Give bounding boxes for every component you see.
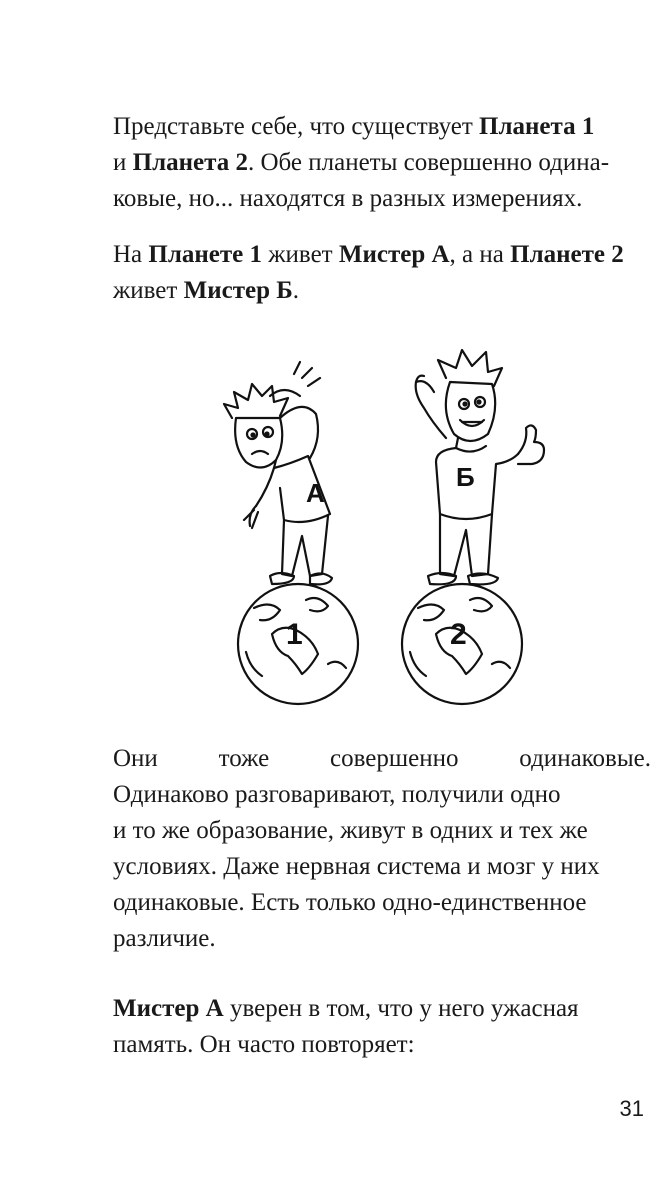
paragraph-1-line-1 — [113, 109, 651, 145]
paragraph-3-line: и то же образование, живут в одних и тех же — [113, 817, 588, 844]
page-number: 31 — [619, 1096, 644, 1121]
bold-text: Планета 1 — [479, 113, 595, 140]
bold-text: Мистер Б — [183, 277, 293, 304]
text: Представьте себе, что существует — [113, 113, 480, 140]
paragraph-3-line: одинаковые. Есть только одно-единственное — [113, 889, 587, 916]
text: живет — [113, 277, 184, 304]
illustration-two-men-on-planets — [210, 338, 550, 710]
bold-text: Мистер А — [113, 995, 224, 1022]
mister-a-figure — [224, 362, 332, 584]
bold-text: Планете 1 — [148, 241, 263, 268]
shirt-letter-b: Б — [456, 462, 475, 492]
text: уверен в том, что у него ужасная — [223, 995, 579, 1022]
text: . — [292, 277, 299, 304]
bold-text: Мистер А — [338, 241, 450, 268]
paragraph-4-line-1 — [113, 991, 651, 1027]
paragraph-3 — [113, 741, 651, 957]
text: живет — [262, 241, 339, 268]
bold-text: Планете 2 — [510, 241, 624, 268]
paragraph-4-line-2: память. Он часто повторяет: — [113, 1031, 415, 1058]
paragraph-3-line: условиях. Даже нервная система и мозг у них — [113, 853, 600, 880]
text: и — [113, 149, 133, 176]
mister-b-figure — [416, 350, 544, 584]
text: На — [113, 241, 149, 268]
paragraph-3-line: Одинаково разговаривают, получили одно — [113, 781, 561, 808]
paragraph-2-line-1 — [113, 237, 651, 273]
paragraph-1-line-3: ковые, но... находятся в разных измерениях. — [113, 185, 583, 212]
shirt-letter-a: А — [306, 478, 325, 508]
paragraph-3-line: различие. — [113, 925, 216, 952]
bold-text: Планета 2 — [132, 149, 248, 176]
paragraph-1-line-2 — [113, 145, 651, 181]
paragraph-2 — [113, 237, 651, 309]
planet-1-label: 1 — [286, 618, 303, 651]
paragraph-2-line-2 — [113, 273, 651, 309]
text: , а на — [449, 241, 511, 268]
paragraph-3-line: Они тоже совершенно одинаковые. — [113, 745, 651, 772]
paragraph-1 — [113, 109, 651, 217]
text: . Обе планеты совершенно одина- — [247, 149, 610, 176]
paragraph-4 — [113, 991, 651, 1063]
planet-2-label: 2 — [450, 618, 467, 651]
